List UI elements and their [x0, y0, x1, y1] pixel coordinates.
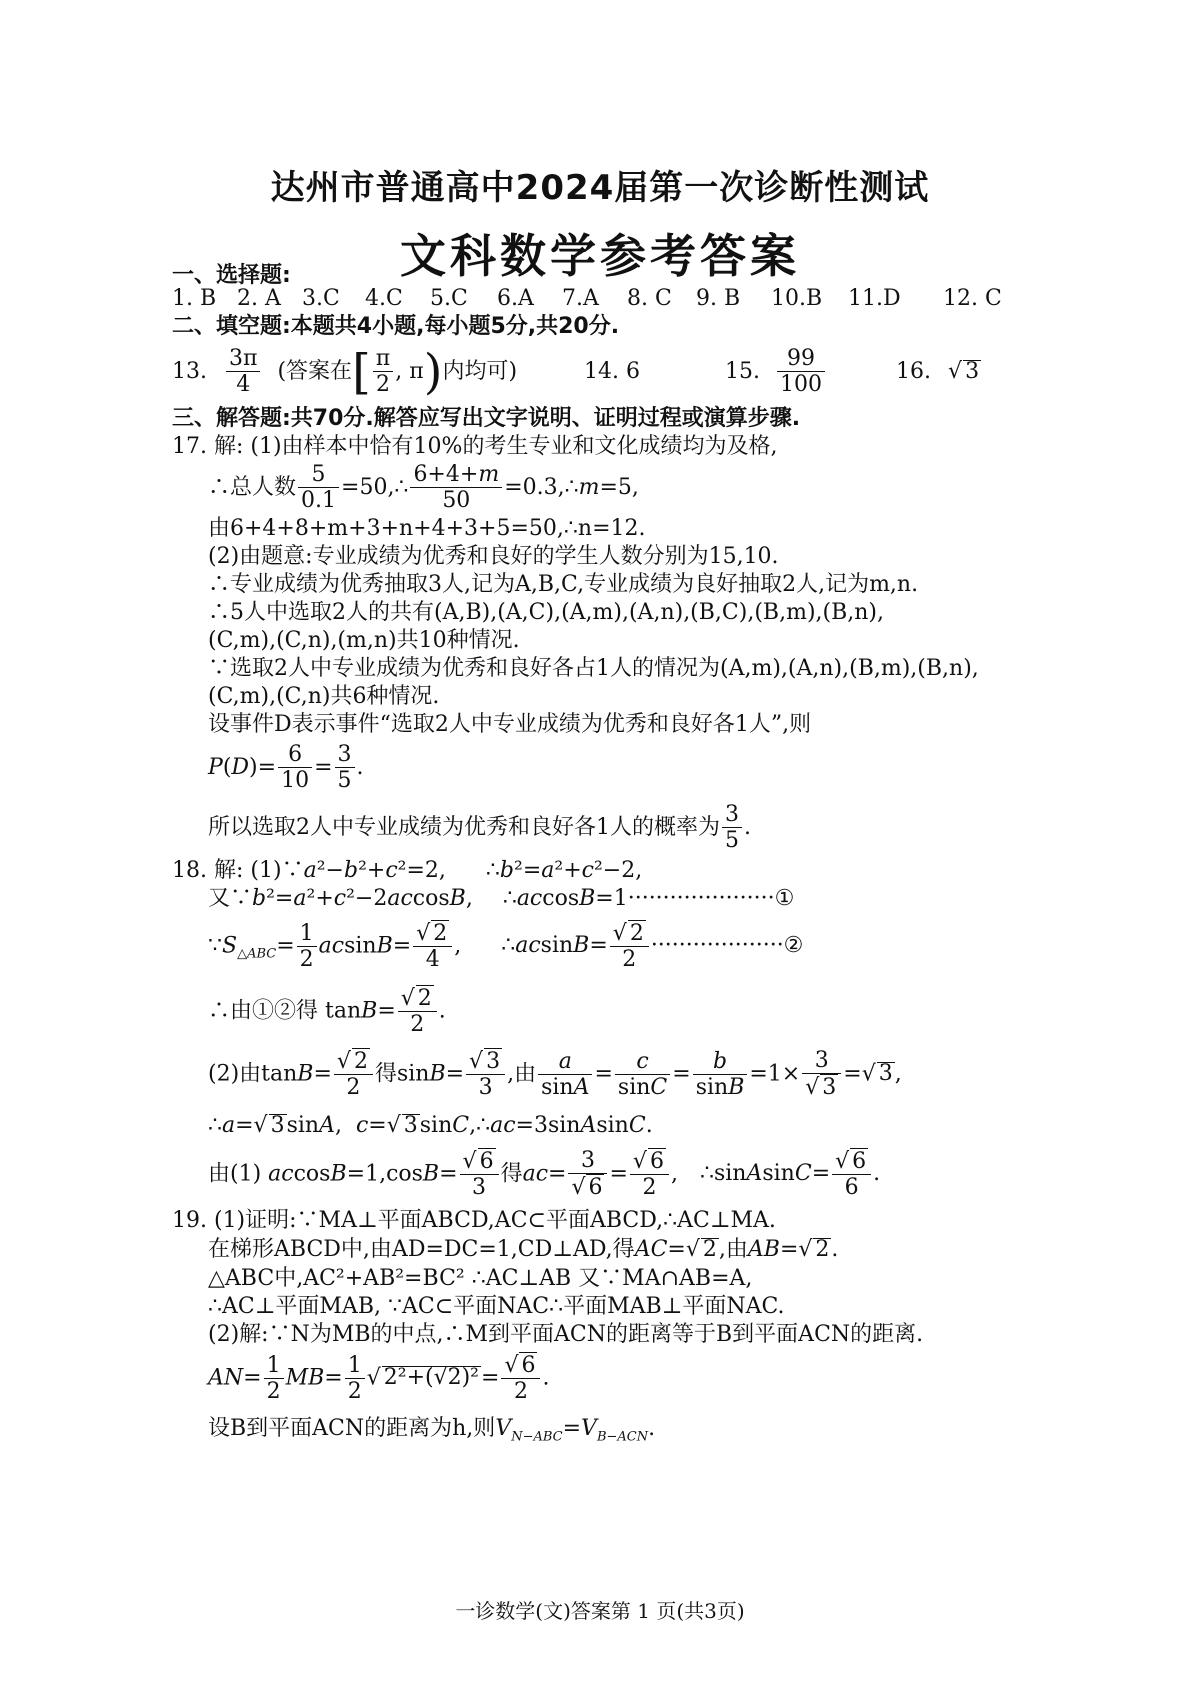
q17-line-6: ∴专业成绩为优秀抽取3人,记为A,B,C,专业成绩为良好抽取2人,记为m,n. — [208, 572, 919, 597]
q17-line-9: ∵选取2人中专业成绩为优秀和良好各占1人的情况为(A,m),(A,n),(B,m),(B,n), — [208, 656, 979, 681]
answer-4: 4.C — [365, 286, 403, 311]
choice-answers — [172, 288, 1013, 310]
q17-line-7: ∴5人中选取2人的共有(A,B),(A,C),(A,m),(A,n),(B,C),(B,m),(B,n), — [208, 600, 885, 625]
fill-in-answers: 13. $\frac{3\pi}{4}$ (答案在[ $\frac{\pi}{2}$ , π)内均可) 14. 6 15. $\frac{99}{100}$ 16. √ 3 — [172, 343, 980, 400]
answer-3: 3.C — [302, 286, 340, 311]
q14-answer: 14. 6 — [584, 358, 641, 384]
section1-heading: 一、选择题: — [172, 263, 291, 288]
q15-numerator: 99 — [777, 346, 825, 372]
q15-fraction — [777, 346, 825, 398]
answer-10: 10.B — [771, 286, 823, 311]
q17-line-5: (2)由题意:专业成绩为优秀和良好的学生人数分别为15,10. — [208, 544, 779, 569]
q13-denominator: 4 — [236, 372, 251, 398]
q17-line-2: ∴总人数 $\frac{5}{0.1}$ =50,∴ $\frac{6+4+m}{50}$ =0.3,∴m=5, — [208, 462, 639, 514]
q19-line-3: △ABC中,AC²+AB²=BC² ∴AC⊥AB 又∵MA∩AB=A, — [208, 1266, 753, 1291]
q17-line-8: (C,m),(C,n),(m,n)共10种情况. — [208, 628, 520, 653]
q18-line-3: $\because S_{\triangle ABC}=$ $\frac{1}{2}$ acsinB= $\frac{√ 2}{4}$ , ∴acsinB= $\frac{√ 2}{2}$ ···················② — [208, 920, 804, 973]
answer-8: 8. C — [627, 286, 672, 311]
q18-line-1: 18. 解: (1)∵a²−b²+c²=2, ∴b²=a²+c²−2, — [172, 858, 643, 883]
q19-line-7: 设B到平面ACN的距离为h,则$V_{N-ABC}=V_{B-ACN}$. — [208, 1416, 656, 1445]
q19-line-2: 在梯形ABCD中,由AD=DC=1,CD⊥AD,得AC=√ 2,由AB=√ 2. — [208, 1237, 839, 1262]
q19-line-5: (2)解:∵N为MB的中点,∴M到平面ACN的距离等于B到平面ACN的距离. — [208, 1322, 924, 1347]
q16-value: 3 — [965, 358, 980, 384]
section2-heading: 二、填空题:本题共4小题,每小题5分,共20分. — [172, 314, 620, 339]
q19-line-1: 19. (1)证明:∵MA⊥平面ABCD,AC⊂平面ABCD,∴AC⊥MA. — [172, 1208, 776, 1233]
q18-line-4: ∴由①②得 tanB= $\frac{√ 2}{2}$ . — [208, 986, 446, 1038]
answer-2: 2. A — [237, 286, 281, 311]
q18-line-6: ∴a=√ 3sinA, c=√ 3sinC,∴ac=3sinAsinC. — [208, 1113, 653, 1138]
answer-11: 11.D — [848, 286, 901, 311]
q13-numerator: 3π — [226, 346, 260, 372]
page-footer: 一诊数学(文)答案第 1 页(共3页) — [455, 1599, 745, 1623]
q17-line-4: 由6+4+8+m+3+n+4+3+5=50,∴n=12. — [208, 516, 646, 541]
q13-note-post: 内均可) — [442, 358, 518, 384]
section3-heading: 三、解答题:共70分.解答应写出文字说明、证明过程或演算步骤. — [172, 406, 801, 431]
q15-number: 15. — [725, 358, 761, 384]
q18-line-5: (2)由tanB= $\frac{√ 2}{2}$ 得sinB= $\frac{√ 3}{3}$ ,由 $\frac{a}{\sin A}$ = $\frac{c}{\sin C}$ = $\frac{b}{\sin B}$ =1× $\frac{3}{√ 3}$ =√ 3, — [208, 1048, 902, 1101]
answer-1: 1. B — [172, 286, 217, 311]
q18-line-2: 又∵b²=a²+c²−2accosB, ∴accosB=1·····················① — [208, 886, 795, 911]
document-subtitle: 文科数学参考答案 — [400, 229, 800, 283]
q13-number: 13. — [172, 358, 207, 384]
answer-5: 5.C — [430, 286, 468, 311]
answer-6: 6.A — [497, 286, 534, 311]
q18-line-7: 由(1) accosB=1,cosB= $\frac{√ 6}{3}$ 得ac= $\frac{3}{√ 6}$ = $\frac{√ 6}{2}$ , ∴sinAsinC= $\frac{√ 6}{6}$ . — [208, 1148, 881, 1201]
answer-12: 12. C — [943, 286, 1002, 311]
q17-line-13: 所以选取2人中专业成绩为优秀和良好各1人的概率为 $\frac{3}{5}$ . — [208, 802, 751, 854]
answer-9: 9. B — [696, 286, 741, 311]
q17-line-10: (C,m),(C,n)共6种情况. — [208, 684, 440, 709]
q19-line-4: ∴AC⊥平面MAB, ∵AC⊂平面NAC∴平面MAB⊥平面NAC. — [208, 1294, 785, 1319]
q17-line-12: P(D)= $\frac{6}{10}$ = $\frac{3}{5}$ . — [208, 742, 364, 794]
answer-7: 7.A — [562, 286, 599, 311]
document-title: 达州市普通高中2024届第一次诊断性测试 — [270, 168, 930, 208]
q13-note-pre: (答案在 — [277, 358, 353, 384]
q17-line-1: 17. 解: (1)由样本中恰有10%的考生专业和文化成绩均为及格, — [172, 434, 778, 459]
q19-line-6: AN= $\frac{1}{2}$ MB= $\frac{1}{2}$ √ 2²+(√2)²= $\frac{√ 6}{2}$ . — [208, 1352, 550, 1405]
q15-denominator: 100 — [780, 372, 823, 398]
q17-line-11: 设事件D表示事件“选取2人中专业成绩为优秀和良好各1人”,则 — [208, 712, 812, 737]
q13-fraction — [226, 346, 260, 398]
q16-number: 16. — [896, 358, 932, 384]
